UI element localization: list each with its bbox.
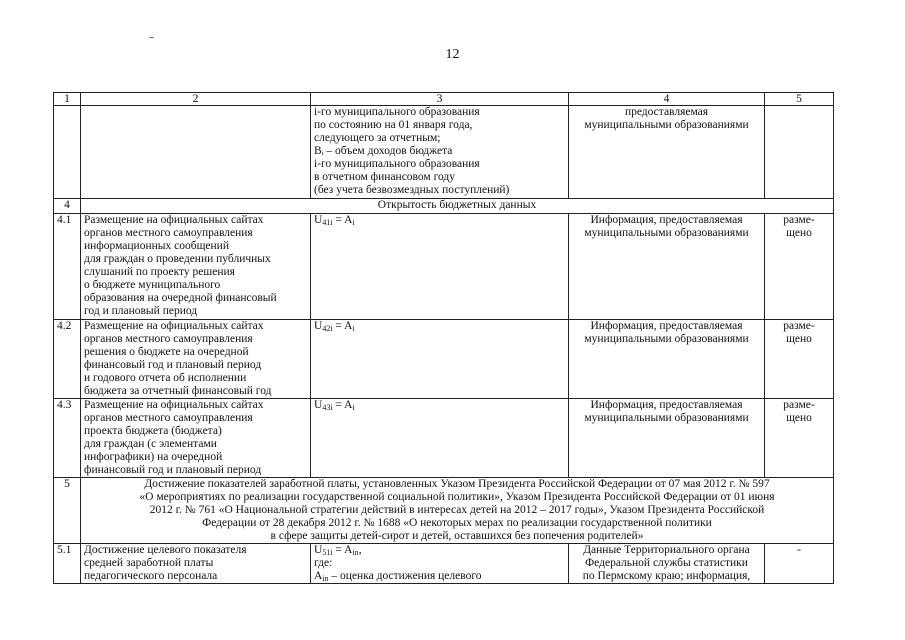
status-value: разме- щено [765,214,834,320]
table-row [54,544,834,584]
indicator-name: Размещение на официальных сайтах органов местного самоуправления информационных сообщений для граждан о проведении публичных слушаний по проекту решения о бюджете муниципального образования на очередной финансовый год и плановый период [81,214,311,320]
header-row [54,93,834,106]
table-row [54,320,834,399]
header-col-1: 1 [54,93,81,106]
data-source: Данные Территориального органа Федеральной службы статистики по Пермскому краю; информация, [569,544,765,584]
data-source: Информация, предоставляемая муниципальными образованиями [569,399,765,478]
table-row [54,214,834,320]
status-value: - [765,544,834,584]
scan-mark [149,37,154,38]
status-value: разме- щено [765,320,834,399]
indicator-name: Размещение на официальных сайтах органов местного самоуправления проекта бюджета (бюджета) для граждан (с элементами инфографики) на очередной финансовый год и плановый период [81,399,311,478]
indicators-table [53,92,834,584]
row-number: 5.1 [54,544,81,584]
cell-empty [54,106,81,199]
row-number: 4.1 [54,214,81,320]
formula-description: i-го муниципального образования по состоянию на 01 января года, следующего за отчетным; Bᵢ – объем доходов бюджета i-го муниципального образования в отчетном финансовом году (без учета безвозмездных поступлений) [311,106,569,199]
cell-empty [765,106,834,199]
header-col-5: 5 [765,93,834,106]
header-col-2: 2 [81,93,311,106]
data-source: Информация, предоставляемая муниципальными образованиями [569,320,765,399]
status-value: разме- щено [765,399,834,478]
data-source: Информация, предоставляемая муниципальными образованиями [569,214,765,320]
section-row [54,199,834,214]
continuation-row [54,106,834,199]
row-number: 4.3 [54,399,81,478]
data-source: предоставляемая муниципальными образованиями [569,106,765,199]
section-row [54,478,834,544]
indicator-name: Размещение на официальных сайтах органов местного самоуправления решения о бюджете на очередной финансовый год и плановый период и годового отчета об исполнении бюджета за отчетный финансовый год [81,320,311,399]
row-number: 4.2 [54,320,81,399]
page-number: 12 [445,47,460,62]
section-number: 5 [54,478,81,544]
indicator-name: Достижение целевого показателя средней заработной платы педагогического персонала [81,544,311,584]
formula: $U_{51i} = A_{in}$, где: $A_{in}$ – оценка достижения целевого [311,544,569,584]
section-title: Открытость бюджетных данных [81,199,834,214]
header-col-4: 4 [569,93,765,106]
section-title: Достижение показателей заработной платы, установленных Указом Президента Российской Федерации от 07 мая 2012 г. № 597 «О мероприятиях по реализации государственной социальной политики», Указом Президента Российской Федерации от 01 июня 2012 г. № 761 «О Национальной стратегии действий в интересах детей на 2012 – 2017 годы», Указом Президента Российской Федерации от 28 декабря 2012 г. № 1688 «О некоторых мерах по реализации государственной политики в сфере защиты детей-сирот и детей, оставшихся без попечения родителей» [81,478,834,544]
header-col-3: 3 [311,93,569,106]
cell-empty [81,106,311,199]
formula: $U_{42i} = A_i$ [311,320,569,399]
formula: $U_{43i} = A_i$ [311,399,569,478]
formula: $U_{41i} = A_i$ [311,214,569,320]
table-row [54,399,834,478]
section-number: 4 [54,199,81,214]
